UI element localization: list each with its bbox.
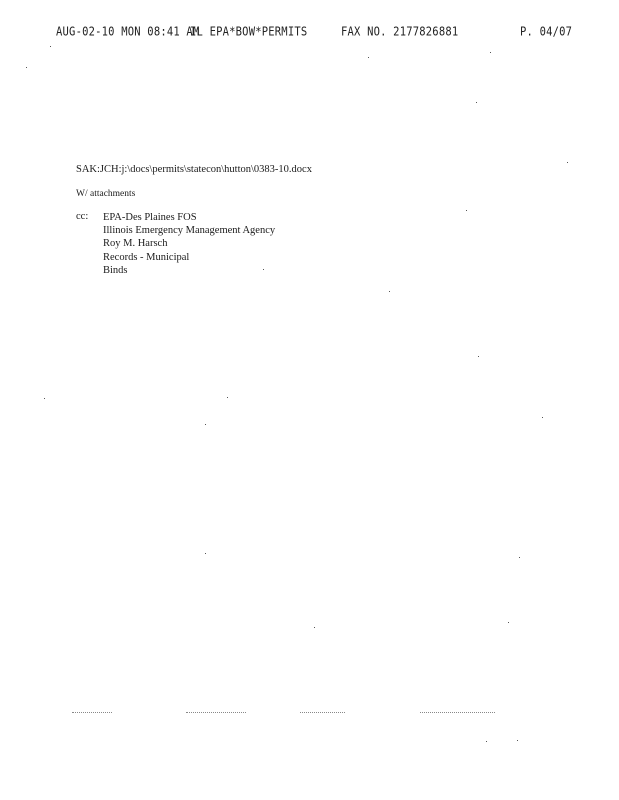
cc-recipient: Illinois Emergency Management Agency	[103, 225, 276, 237]
file-reference: SAK:JCH:j:\docs\permits\statecon\hutton\0383-10.docx	[76, 164, 312, 175]
cc-recipient: Roy M. Harsch	[103, 238, 168, 250]
fax-datetime: AUG-02-10 MON 08:41 AM	[56, 24, 200, 39]
fax-page-number: P. 04/07	[520, 24, 573, 39]
cc-recipient: Records - Municipal	[103, 251, 190, 263]
cc-recipient: Binds	[103, 264, 128, 276]
attachments-note: W/ attachments	[76, 189, 136, 199]
cc-label: cc:	[76, 211, 89, 222]
cc-recipient: EPA-Des Plaines FOS	[103, 212, 197, 223]
fax-sender: IL EPA*BOW*PERMITS	[190, 24, 308, 39]
fax-number: FAX NO. 2177826881	[341, 24, 459, 39]
fax-transmission-header	[0, 25, 619, 41]
cc-recipient-list	[103, 211, 275, 277]
